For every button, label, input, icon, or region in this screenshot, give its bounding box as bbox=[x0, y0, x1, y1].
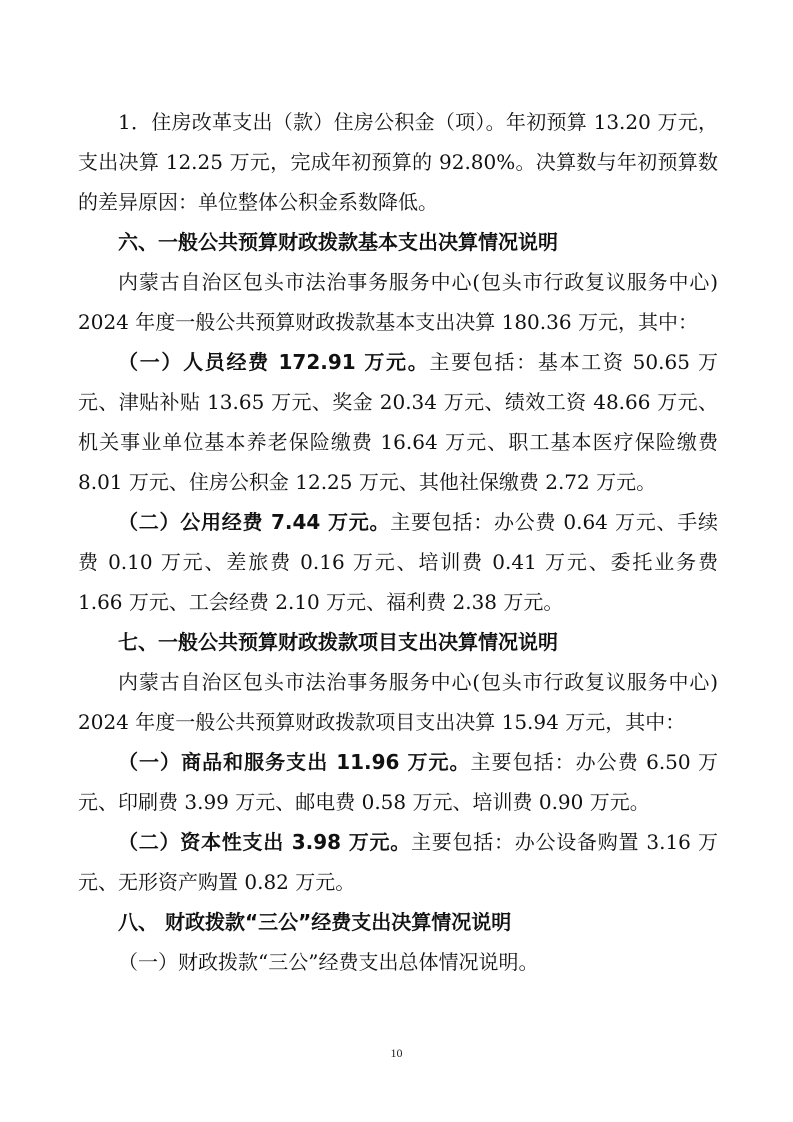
goods-services-detail: 主要包括：办公费 6.50 万元、印刷费 3.99 万元、邮电费 0.58 万元、培训费 0.90 万元。 bbox=[78, 750, 719, 814]
section-heading-7: 七、一般公共预算财政拨款项目支出决算情况说明 bbox=[118, 630, 558, 654]
goods-services-label: （一）商品和服务支出 11.96 万元。 bbox=[118, 750, 471, 774]
page-number: 10 bbox=[390, 1046, 403, 1060]
paragraph-goods-services bbox=[78, 742, 718, 822]
public-expenses-detail: 主要包括：办公费 0.64 万元、手续费 0.10 万元、差旅费 0.16 万元、培训费 0.41 万元、委托业务费 1.66 万元、工会经费 2.10 万元、福利费 2.38 万元。 bbox=[78, 510, 718, 614]
paragraph-public-expenses bbox=[78, 502, 718, 622]
personnel-expenses-detail: 主要包括：基本工资 50.65 万元、津贴补贴 13.65 万元、奖金 20.34 万元、绩效工资 48.66 万元、机关事业单位基本养老保险缴费 16.64 万元、职工基本医疗保险缴费 8.01 万元、住房公积金 12.25 万元、其他社保缴费 2.72 万元。 bbox=[78, 350, 718, 494]
paragraph-basic-expenditure: 内蒙古自治区包头市法治事务服务中心(包头市行政复议服务中心) 2024 年度一般公共预算财政拨款基本支出决算 180.36 万元，其中： bbox=[78, 270, 718, 334]
paragraph-capital-expenditure bbox=[78, 822, 718, 902]
public-expenses-label: （二）公用经费 7.44 万元。 bbox=[118, 510, 391, 534]
personnel-expenses-label: （一）人员经费 172.91 万元。 bbox=[118, 350, 430, 374]
paragraph-three-public-overview: （一）财政拨款“三公”经费支出总体情况说明。 bbox=[118, 950, 539, 974]
section-heading-6: 六、一般公共预算财政拨款基本支出决算情况说明 bbox=[118, 230, 558, 254]
section-heading-8: 八、 财政拨款“三公”经费支出决算情况说明 bbox=[118, 910, 512, 934]
paragraph-housing-fund: 1．住房改革支出（款）住房公积金（项）。年初预算 13.20 万元，支出决算 12.25 万元，完成年初预算的 92.80%。决算数与年初预算数的差异原因：单位整体公积金系数降低。 bbox=[78, 110, 718, 214]
capital-expenditure-label: （二）资本性支出 3.98 万元。 bbox=[118, 830, 412, 854]
paragraph-personnel-expenses bbox=[78, 342, 718, 502]
paragraph-project-expenditure: 内蒙古自治区包头市法治事务服务中心(包头市行政复议服务中心) 2024 年度一般公共预算财政拨款项目支出决算 15.94 万元，其中： bbox=[78, 670, 718, 734]
capital-expenditure-detail: 主要包括：办公设备购置 3.16 万元、无形资产购置 0.82 万元。 bbox=[78, 830, 718, 894]
